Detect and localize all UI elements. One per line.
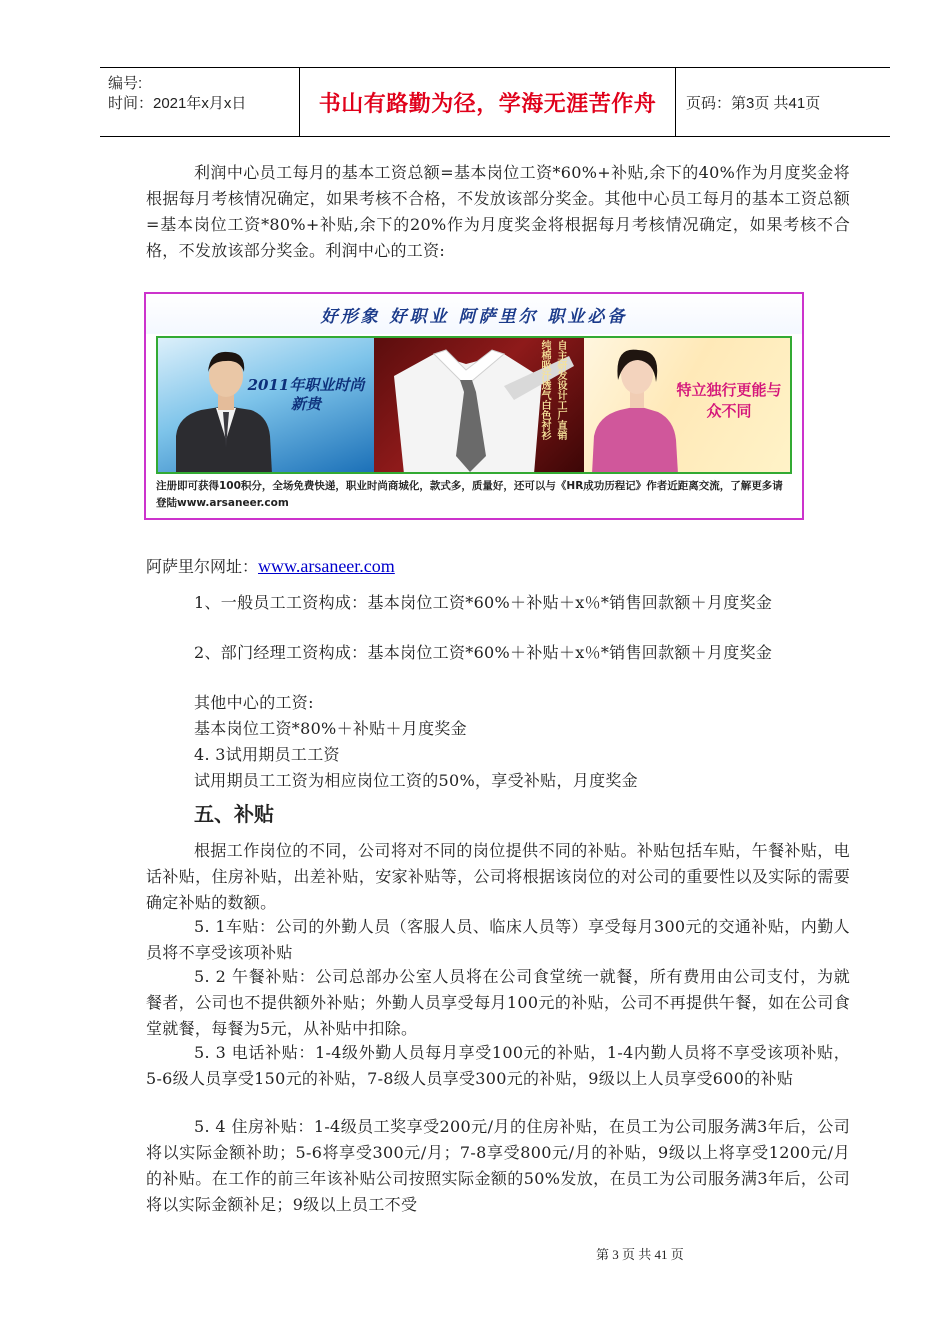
- probation-text: 试用期员工工资为相应岗位工资的50%，享受补贴，月度奖金: [194, 771, 638, 790]
- page-header: [100, 67, 890, 137]
- shirt-text-1: 自主研发设计工厂直销: [555, 340, 566, 440]
- section-heading: 五、补贴: [194, 802, 274, 826]
- page-footer: 第 3 页 共 41 页: [596, 1247, 684, 1262]
- banner-headline: 好形象 好职业 阿萨里尔 职业必备: [146, 294, 802, 334]
- time-label: 时间：2021年x月x日: [108, 95, 247, 112]
- website-line: [146, 553, 395, 580]
- subsidy-car: 5. 1车贴：公司的外勤人员（客服人员、临床人员等）享受每月300元的交通补贴，内勤人员将不享受该项补贴: [146, 917, 850, 962]
- number-label: 编号:: [108, 75, 143, 92]
- salary-item-1: 1、一般员工工资构成：基本岗位工资*60%＋补贴＋x％*销售回款额＋月度奖金: [194, 593, 773, 612]
- header-motto: 书山有路勤为径，学海无涯苦作舟: [300, 68, 676, 136]
- probation-title: 4. 3试用期员工工资: [194, 745, 340, 764]
- website-link[interactable]: www.arsaneer.com: [258, 556, 395, 576]
- subsidy-phone: 5. 3 电话补贴：1-4级外勤人员每月享受100元的补贴，1-4内勤人员将不享受该项补贴，5-6级人员享受150元的补贴，7-8级人员享受300元的补贴，9级以上人员享受600的补贴: [146, 1043, 850, 1088]
- subsidy-intro: 根据工作岗位的不同，公司将对不同的岗位提供不同的补贴。补贴包括车贴，午餐补贴，电话补贴，住房补贴，出差补贴，安家补贴等，公司将根据该岗位的对公司的重要性以及实际的需要确定补贴的数额。: [146, 841, 850, 912]
- ad-banner[interactable]: [144, 292, 804, 520]
- salary-item-2: 2、部门经理工资构成：基本岗位工资*60%＋补贴＋x％*销售回款额＋月度奖金: [194, 643, 773, 662]
- other-center-formula: 基本岗位工资*80%＋补贴＋月度奖金: [194, 719, 467, 738]
- banner-promo-text: 注册即可获得100积分，全场免费快递，职业时尚商城化，款式多，质量好，还可以与《HR成功历程记》作者近距离交流，了解更多请登陆www.arsaneer.com: [156, 480, 783, 509]
- slogan-right: 特立独行更能与众不同: [676, 381, 782, 420]
- website-label: 阿萨里尔网址：: [146, 557, 259, 576]
- banner-panel-shirt: [374, 336, 584, 474]
- banner-panel-man: [156, 336, 374, 474]
- slogan-left: 2011年职业时尚新贵: [247, 376, 365, 413]
- subsidy-lunch: 5. 2 午餐补贴：公司总部办公室人员将在公司食堂统一就餐，所有费用由公司支付，为就餐者，公司也不提供额外补贴；外勤人员享受每月100元的补贴，公司不再提供午餐，如在公司食堂就餐，每餐为5元，从补贴中扣除。: [146, 967, 850, 1038]
- subsidy-housing: 5. 4 住房补贴：1-4级员工奖享受200元/月的住房补贴，在员工为公司服务满3年后，公司将以实际金额补助；5-6将享受300元/月；7-8享受800元/月的补贴，9级以上将享受1200元/月的补贴。在工作的前三年该补贴公司按照实际金额的50%发放，在员工为公司服务满3年后，公司将以实际金额补足；9级以上员工不受: [146, 1117, 850, 1214]
- header-meta: [100, 68, 300, 136]
- banner-panel-woman: [584, 336, 792, 474]
- intro-paragraph: 利润中心员工每月的基本工资总额=基本岗位工资*60%+补贴,余下的40%作为月度奖金将根据每月考核情况确定，如果考核不合格，不发放该部分奖金。其他中心员工每月的基本工资总额=基本岗位工资*80%+补贴,余下的20%作为月度奖金将根据每月考核情况确定，如果考核不合格，不发放该部分奖金。利润中心的工资:: [146, 163, 850, 260]
- header-page-info: 页码：第3页 共41页: [686, 94, 821, 112]
- shirt-text-2: 纯棉吸汗透气白色衬衫: [539, 340, 550, 440]
- shirt-image: [374, 336, 584, 474]
- other-center-title: 其他中心的工资:: [194, 693, 314, 712]
